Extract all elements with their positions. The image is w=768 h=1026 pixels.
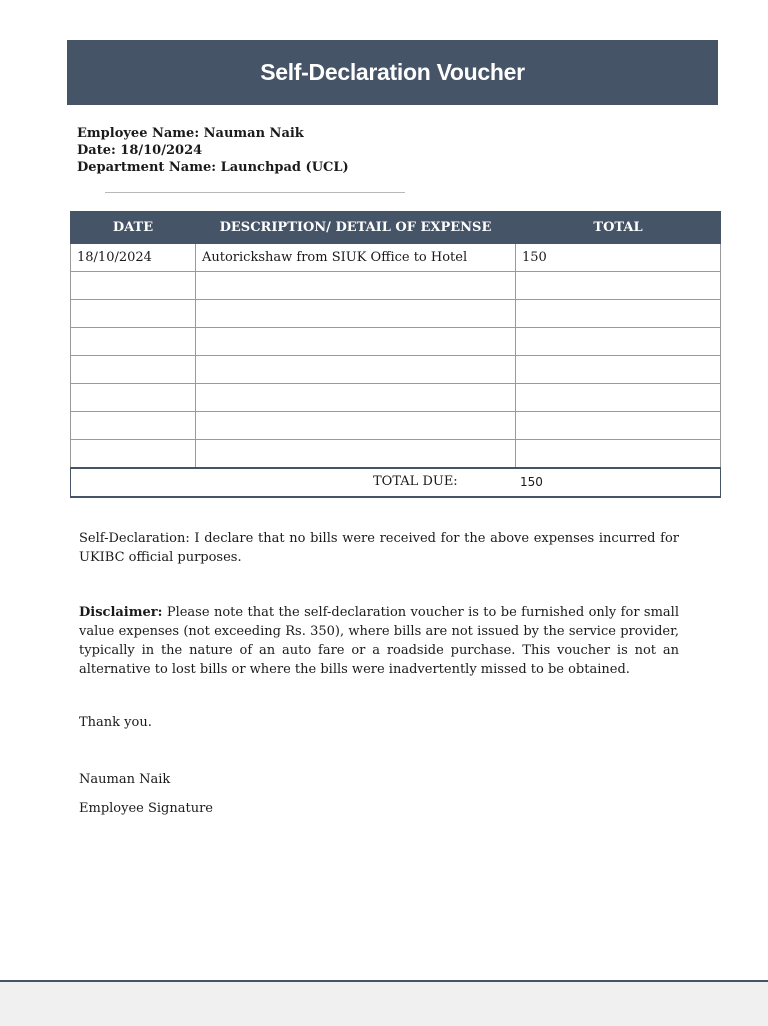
cell-description [196, 328, 516, 356]
employee-info [77, 125, 349, 176]
cell-date [71, 272, 196, 300]
cell-date [71, 412, 196, 440]
table-row [71, 244, 721, 272]
table-header-row [71, 212, 721, 244]
table-row [71, 300, 721, 328]
cell-total [516, 356, 721, 384]
expense-table [70, 211, 721, 498]
total-due-label: TOTAL DUE: [373, 474, 458, 489]
cell-description [196, 440, 516, 469]
cell-total [516, 328, 721, 356]
cell-description [196, 384, 516, 412]
total-due-row [71, 468, 721, 497]
table-row [71, 328, 721, 356]
cell-total [516, 412, 721, 440]
thank-you-text: Thank you. [79, 715, 152, 730]
voucher-date: Date: 18/10/2024 [77, 143, 203, 158]
cell-date [71, 384, 196, 412]
cell-description: Autorickshaw from SIUK Office to Hotel [196, 244, 516, 272]
cell-description [196, 412, 516, 440]
cell-total: 150 [516, 244, 721, 272]
total-due-cell [71, 468, 721, 497]
header-description: DESCRIPTION/ DETAIL OF EXPENSE [196, 212, 516, 244]
signature-label: Employee Signature [79, 801, 213, 816]
employee-name: Employee Name: Nauman Naik [77, 126, 304, 141]
header-total: TOTAL [516, 212, 721, 244]
separator-line [105, 192, 405, 193]
cell-total [516, 300, 721, 328]
page-title-text: Self-Declaration Voucher [260, 59, 525, 85]
viewer-footer-bar [0, 980, 768, 1026]
cell-description [196, 300, 516, 328]
self-declaration-text: Self-Declaration: I declare that no bills were received for the above expenses incurred for UKIBC official purposes. [79, 531, 679, 565]
cell-total [516, 384, 721, 412]
cell-description [196, 356, 516, 384]
page-title [67, 40, 718, 105]
cell-total [516, 272, 721, 300]
cell-date [71, 440, 196, 469]
table-row [71, 384, 721, 412]
cell-date [71, 356, 196, 384]
total-due-value: 150 [520, 475, 543, 489]
cell-total [516, 440, 721, 469]
table-row [71, 440, 721, 469]
cell-date [71, 328, 196, 356]
cell-date [71, 300, 196, 328]
table-row [71, 356, 721, 384]
cell-date: 18/10/2024 [71, 244, 196, 272]
table-row [71, 412, 721, 440]
department-name: Department Name: Launchpad (UCL) [77, 160, 349, 175]
disclaimer-paragraph [79, 603, 679, 679]
disclaimer-label: Disclaimer: [79, 605, 163, 620]
header-date: DATE [71, 212, 196, 244]
cell-description [196, 272, 516, 300]
table-row [71, 272, 721, 300]
signer-name: Nauman Naik [79, 772, 171, 787]
disclaimer-text: Please note that the self-declaration voucher is to be furnished only for small value expenses (not exceeding Rs. 350), where bills are not issued by the service provider, typically in the nature of an auto fare or a roadside purchase. This voucher is not an alternative to lost bills or where the bills were inadvertently missed to be obtained. [79, 605, 679, 677]
